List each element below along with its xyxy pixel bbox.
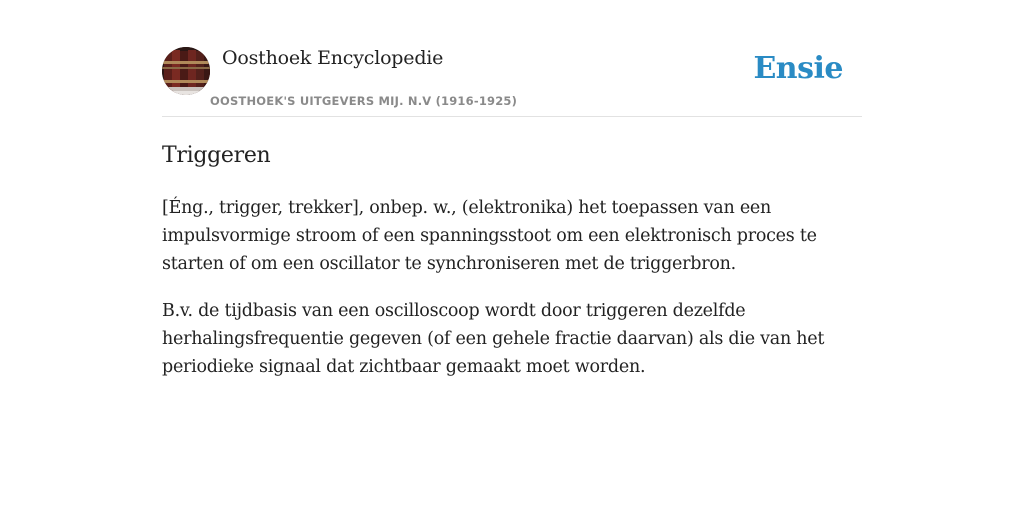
article-paragraph: B.v. de tijdbasis van een oscilloscoop wordt door triggeren dezelfde herhalingsfrequentie gegeven (of een gehele fractie daarvan) als die van het periodieke signaal dat zichtbaar gemaakt moet worden. <box>162 301 825 377</box>
site-title[interactable]: Oosthoek Encyclopedie <box>222 47 444 69</box>
book-spines-icon <box>162 47 210 95</box>
article-title: Triggeren <box>162 143 271 168</box>
page <box>162 0 862 381</box>
avatar[interactable] <box>162 47 210 95</box>
header <box>162 0 862 117</box>
brand-logo[interactable]: Ensie <box>753 51 843 86</box>
publisher-label[interactable]: OOSTHOEK'S UITGEVERS MIJ. N.V (1916-1925) <box>210 94 518 108</box>
article-paragraph: [Éng., trigger, trekker], onbep. w., (elektronika) het toepassen van een impulsvormige stroom of een spanningsstoot om een elektronisch proces te starten of om een oscillator te synchroniseren met de triggerbron. <box>162 198 817 274</box>
